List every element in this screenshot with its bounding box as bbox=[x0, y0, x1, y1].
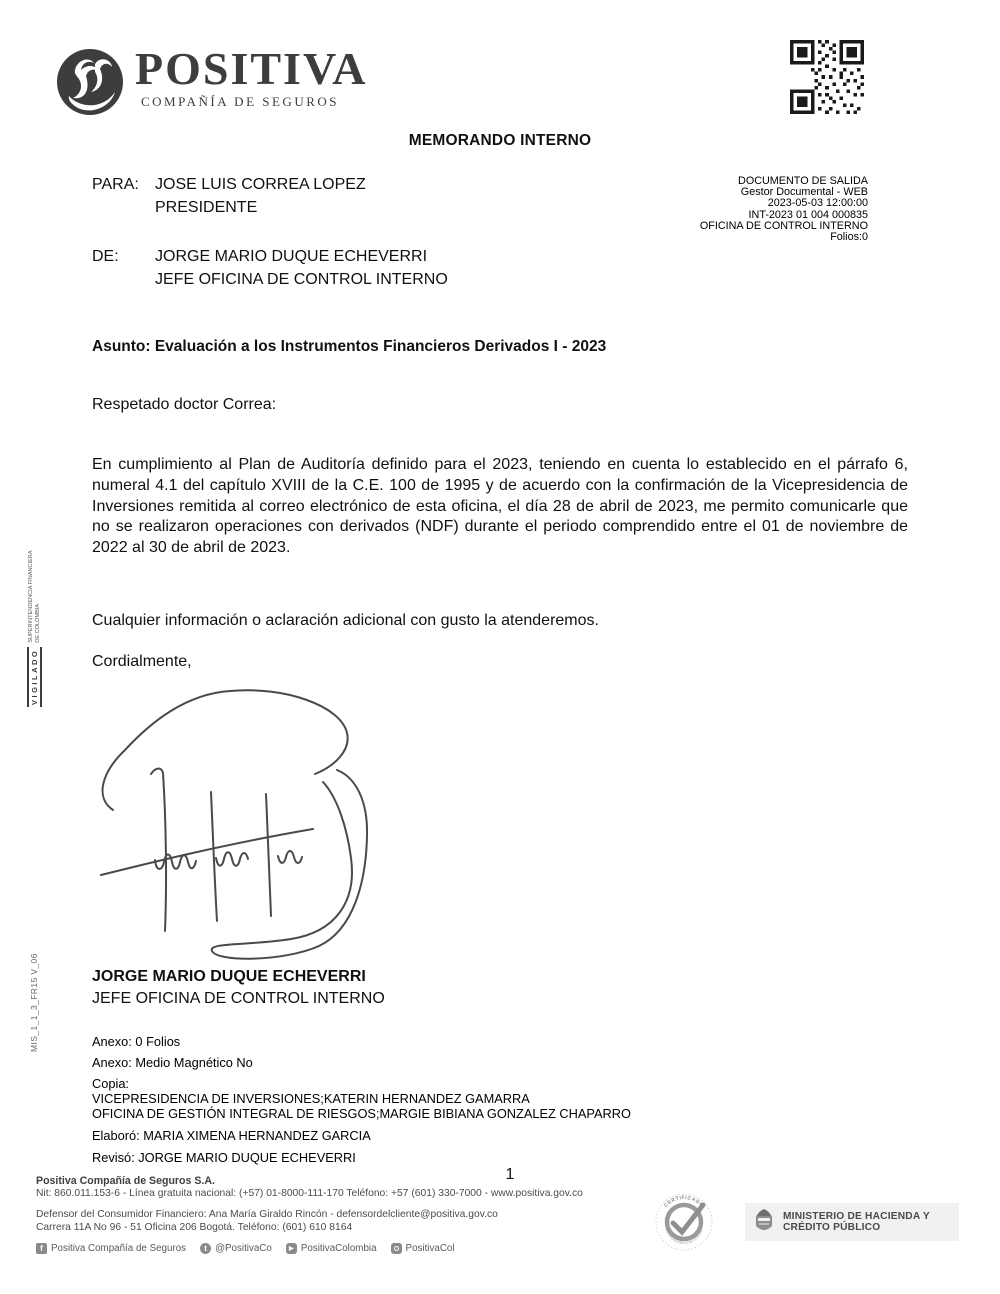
social-instagram bbox=[391, 1243, 455, 1254]
vigilado-label: VIGILADO bbox=[27, 647, 42, 707]
superintendencia-line-2: DE COLOMBIA bbox=[34, 603, 41, 643]
social-youtube bbox=[286, 1243, 377, 1254]
qr-code bbox=[790, 40, 864, 114]
closing-line: Cualquier información o aclaración adicional con gusto la atenderemos. bbox=[92, 612, 599, 629]
body-paragraph: En cumplimiento al Plan de Auditoría definido para el 2023, teniendo en cuenta lo establecido en el párrafo 6, numeral 4.1 del capítulo XVIII de la C.E. 100 de 1995 y de acuerdo con la confirmación de la Vicepresidencia de Inversiones remitida al correo electrónico de esta oficina, el día 28 de abril de 2023, me permito comunicarle que no se realizaron operaciones con derivados (NDF) durante el periodo comprendido entre el 01 de noviembre de 2022 al 30 de abril de 2023. bbox=[92, 456, 908, 557]
signer-title: JEFE OFICINA DE CONTROL INTERNO bbox=[92, 990, 385, 1007]
para-title: PRESIDENTE bbox=[155, 199, 258, 216]
anexo-medio: Anexo: Medio Magnético No bbox=[92, 1055, 253, 1070]
farewell: Cordialmente, bbox=[92, 653, 192, 670]
de-name: JORGE MARIO DUQUE ECHEVERRI bbox=[155, 248, 428, 265]
de-title: JEFE OFICINA DE CONTROL INTERNO bbox=[155, 271, 448, 288]
social-facebook bbox=[36, 1243, 186, 1254]
certification-seal bbox=[653, 1191, 715, 1253]
copia-line-2: OFICINA DE GESTIÓN INTEGRAL DE RIESGOS;MARGIE BIBIANA GONZALEZ CHAPARRO bbox=[92, 1106, 631, 1121]
footer-defensor-line: Defensor del Consumidor Financiero: Ana María Giraldo Rincón - defensordelcliente@positiva.gov.co bbox=[36, 1209, 498, 1220]
para-label: PARA: bbox=[92, 176, 139, 193]
social-twitter bbox=[200, 1243, 272, 1254]
signer-name: JORGE MARIO DUQUE ECHEVERRI bbox=[92, 968, 366, 985]
form-code: MIS_1_1_3_FR15 V_06 bbox=[29, 953, 39, 1052]
ministry-logo bbox=[745, 1203, 959, 1241]
document-title: MEMORANDO INTERNO bbox=[408, 132, 592, 149]
logo-tagline: COMPAÑÍA DE SEGUROS bbox=[141, 94, 339, 109]
subject-line: Asunto: Evaluación a los Instrumentos Financieros Derivados I - 2023 bbox=[92, 338, 607, 355]
footer-social-row bbox=[36, 1243, 455, 1254]
positiva-emblem-icon bbox=[55, 46, 125, 116]
twitter-icon: t bbox=[200, 1243, 211, 1254]
social-label: PositivaColombia bbox=[300, 1243, 377, 1254]
vigilado-mark bbox=[27, 550, 42, 707]
meta-line: 2023-05-03 12:00:00 bbox=[767, 197, 868, 210]
superintendencia-line-1: SUPERINTENDENCIA FINANCIERA bbox=[28, 550, 35, 643]
positiva-logo bbox=[55, 43, 368, 116]
de-label: DE: bbox=[92, 248, 119, 265]
salutation: Respetado doctor Correa: bbox=[92, 396, 277, 413]
anexo-folios: Anexo: 0 Folios bbox=[92, 1034, 181, 1049]
copia-label: Copia: bbox=[92, 1076, 129, 1091]
handwritten-signature bbox=[85, 678, 385, 968]
para-name: JOSE LUIS CORREA LOPEZ bbox=[155, 176, 366, 193]
footer-company: Positiva Compañía de Seguros S.A. bbox=[36, 1175, 215, 1187]
ministry-line-2: CRÉDITO PÚBLICO bbox=[783, 1222, 881, 1233]
document-metadata bbox=[700, 176, 868, 243]
facebook-icon: f bbox=[36, 1243, 47, 1254]
footer-address-line: Carrera 11A No 96 - 51 Oficina 206 Bogotá. Teléfono: (601) 610 8164 bbox=[36, 1222, 353, 1233]
meta-line: Gestor Documental - WEB bbox=[740, 186, 868, 199]
footer-nit-line: Nit: 860.011.153-6 - Línea gratuita nacional: (+57) 01-8000-111-170 Teléfono: +57 (601) 330-7000 - www.positiva.gov.co bbox=[36, 1188, 583, 1199]
ministry-line-1: MINISTERIO DE HACIENDA Y bbox=[783, 1210, 930, 1222]
copia-line-1: VICEPRESIDENCIA DE INVERSIONES;KATERIN HERNANDEZ GAMARRA bbox=[92, 1091, 530, 1106]
youtube-icon: ▶ bbox=[286, 1243, 297, 1254]
meta-line: DOCUMENTO DE SALIDA bbox=[738, 175, 868, 187]
meta-line: OFICINA DE CONTROL INTERNO bbox=[699, 219, 868, 232]
elaboro-line: Elaboró: MARIA XIMENA HERNANDEZ GARCIA bbox=[92, 1128, 371, 1143]
social-label: Positiva Compañía de Seguros bbox=[51, 1243, 187, 1254]
page-number: 1 bbox=[505, 1166, 515, 1183]
seal-top-text: CERTIFICADO bbox=[663, 1194, 705, 1209]
seal-bottom-text: RESPONSABILIDAD SOCIAL bbox=[664, 1228, 704, 1246]
instagram-icon bbox=[391, 1243, 402, 1254]
social-label: PositivaCol bbox=[405, 1243, 455, 1254]
meta-line: Folios:0 bbox=[830, 231, 868, 244]
meta-line: INT-2023 01 004 000835 bbox=[748, 208, 868, 221]
logo-wordmark: POSITIVA bbox=[135, 43, 368, 94]
reviso-line: Revisó: JORGE MARIO DUQUE ECHEVERRI bbox=[92, 1150, 356, 1165]
colombia-coat-of-arms-icon bbox=[753, 1208, 775, 1236]
social-label: @PositivaCo bbox=[215, 1243, 272, 1254]
